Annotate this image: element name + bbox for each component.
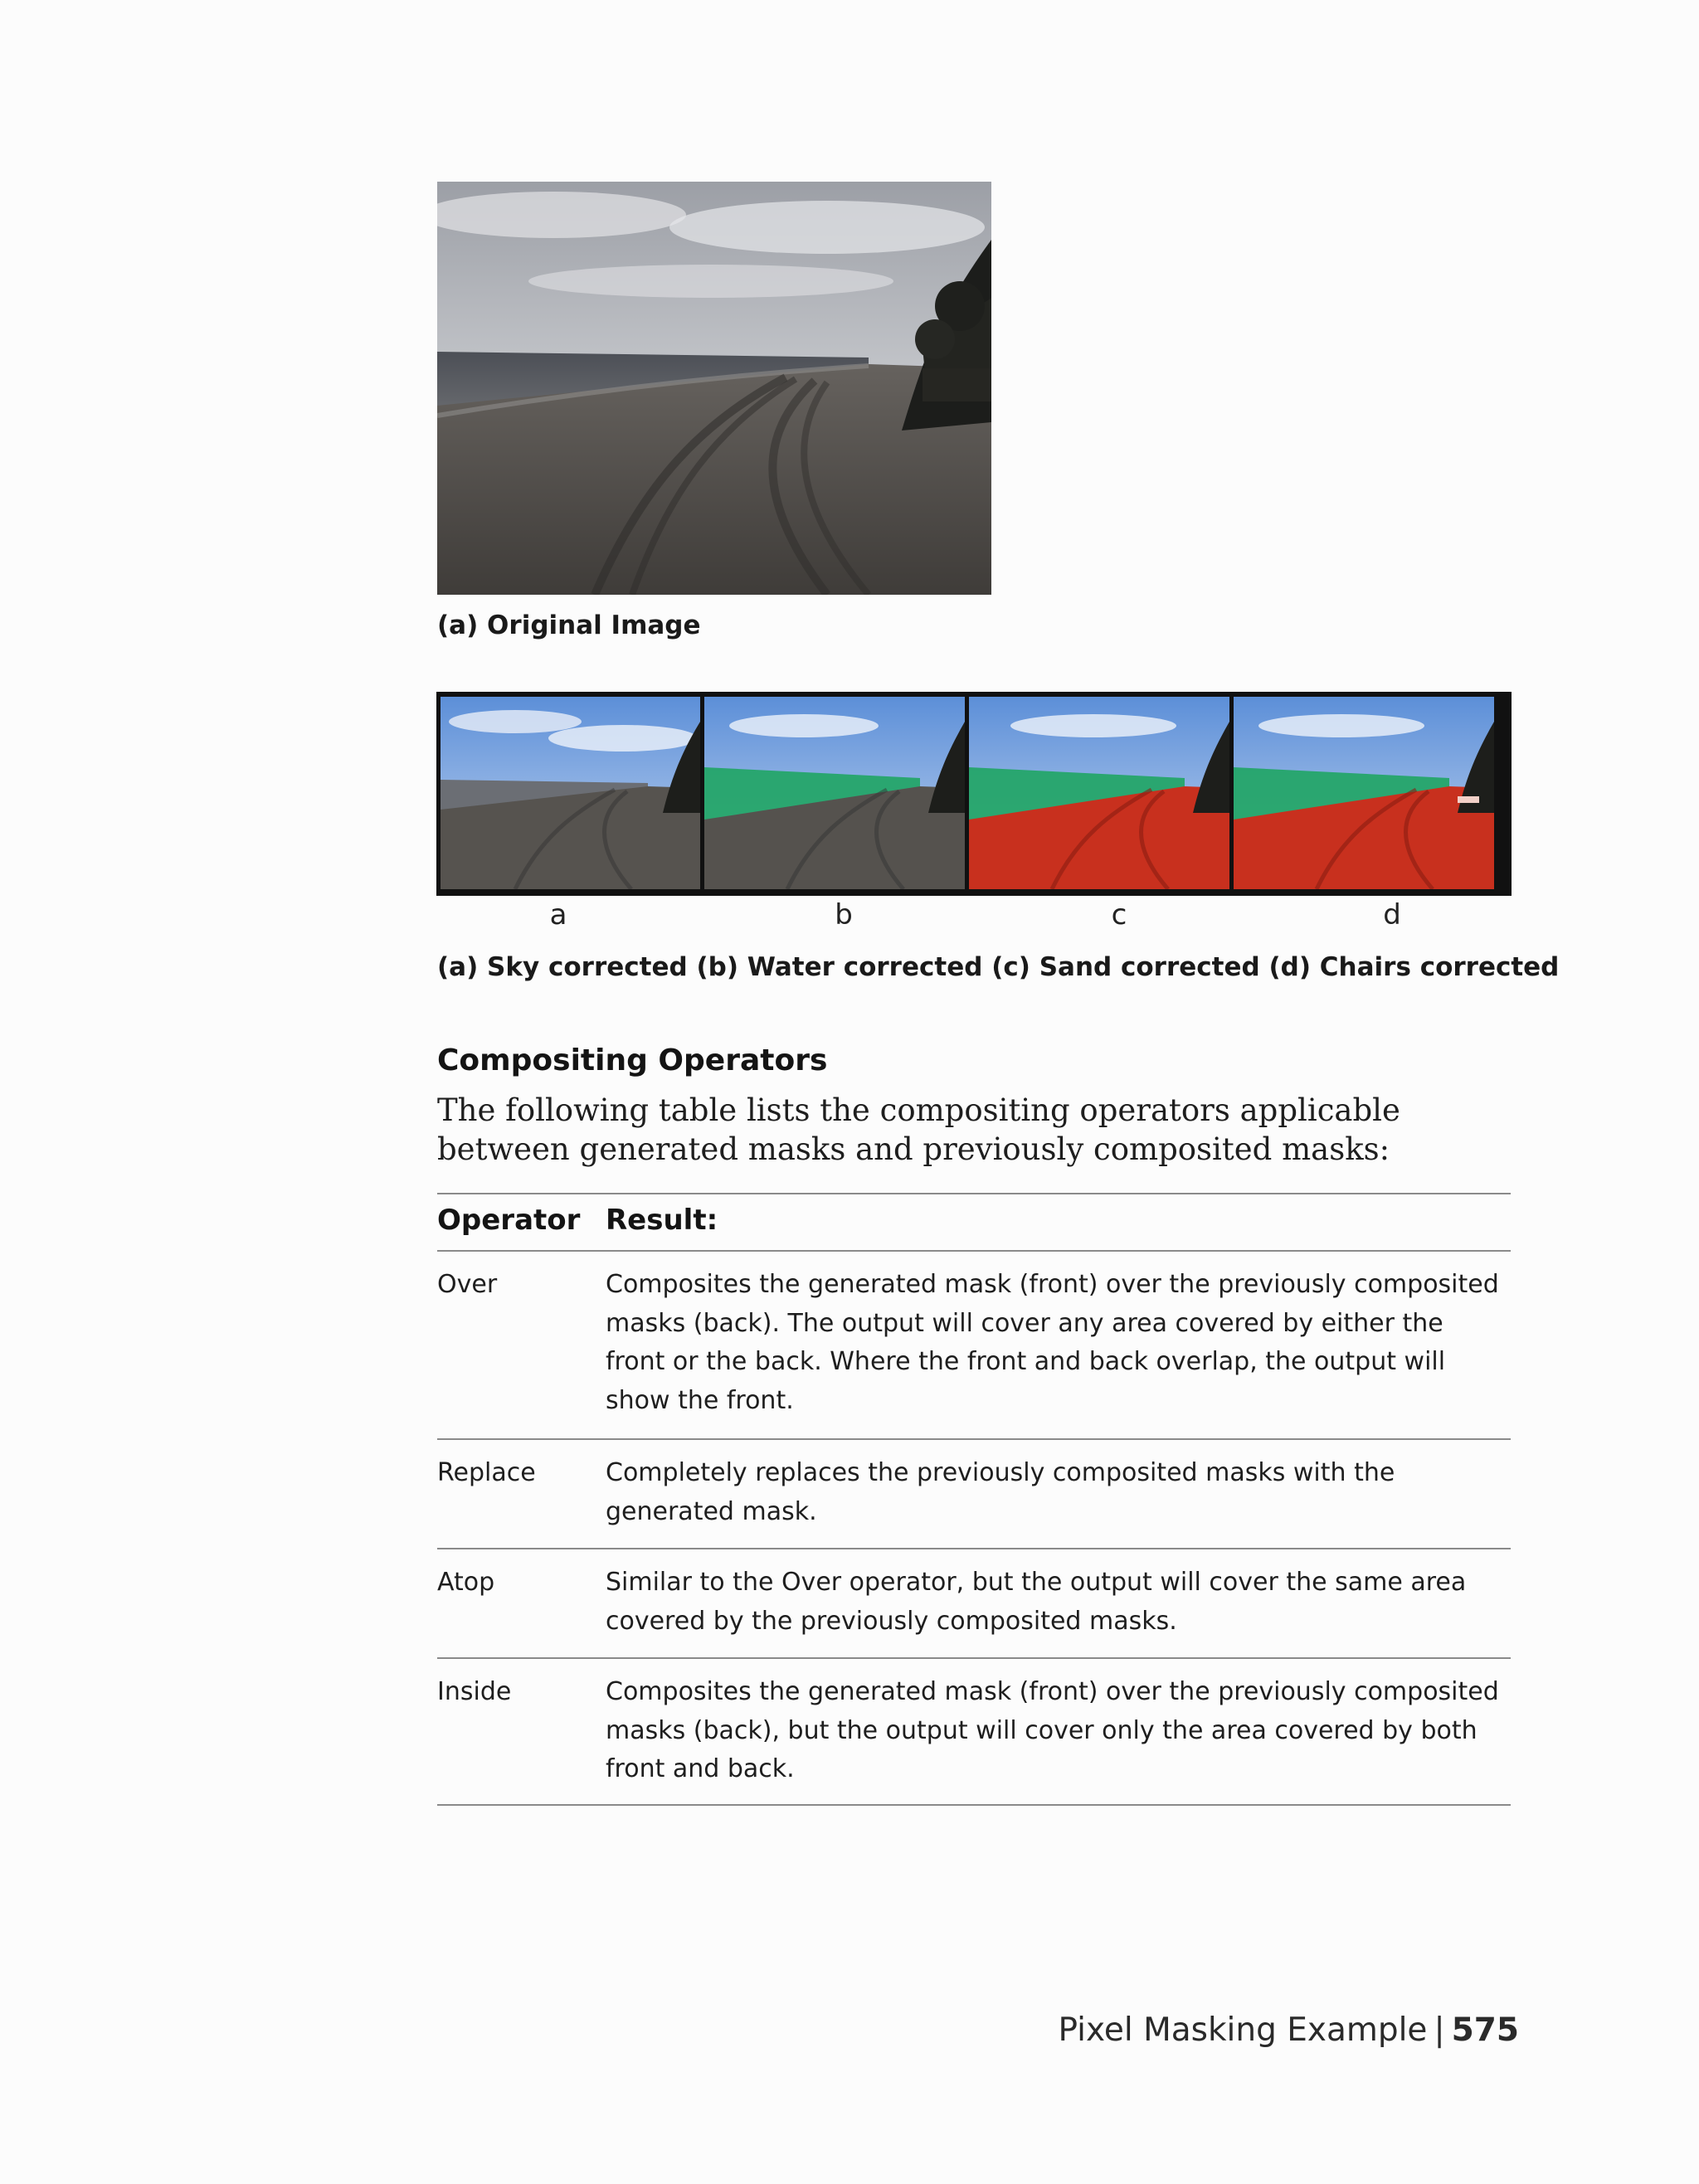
table-row-rule <box>437 1438 1511 1440</box>
footer-section-title: Pixel Masking Example <box>1058 2011 1428 2049</box>
operator-cell: Over <box>437 1270 498 1299</box>
section-intro-paragraph: The following table lists the compositing operators applicable between generated masks and previously composited masks: <box>437 1092 1400 1167</box>
panel-d-image <box>1234 697 1494 889</box>
result-cell: Composites the generated mask (front) over the previously composited masks (back). The output will cover any area covered by either the front or the back. Where the front and back overlap, the output will show the front. <box>606 1270 1499 1415</box>
table-row-rule <box>437 1548 1511 1549</box>
panel-label-d: d <box>1383 898 1401 931</box>
table-row-rule <box>437 1657 1511 1659</box>
panel-label-a: a <box>549 898 567 931</box>
panel-b-image <box>704 697 965 889</box>
page-number: 575 <box>1451 2011 1519 2049</box>
panel-label-c: c <box>1111 898 1127 931</box>
result-cell: Completely replaces the previously composited masks with the generated mask. <box>606 1458 1395 1526</box>
original-beach-image <box>437 182 991 595</box>
panel-c-image <box>969 697 1229 889</box>
page-footer <box>1058 2011 1519 2049</box>
panel-label-b: b <box>835 898 853 931</box>
table-header-result: Result: <box>606 1204 718 1237</box>
result-cell: Composites the generated mask (front) over the previously composited masks (back), but the output will cover only the area covered by both front and back. <box>606 1677 1499 1783</box>
panel-a-image <box>441 697 700 889</box>
table-header-operator: Operator <box>437 1204 581 1237</box>
operator-cell: Atop <box>437 1568 495 1597</box>
operator-cell: Inside <box>437 1677 512 1706</box>
table-top-rule <box>437 1193 1511 1194</box>
result-cell: Similar to the Over operator, but the output will cover the same area covered by the previously composited masks. <box>606 1568 1467 1636</box>
figure-caption-strip: (a) Sky corrected (b) Water corrected (c) Sand corrected (d) Chairs corrected <box>437 952 1560 982</box>
figure-caption-original: (a) Original Image <box>437 610 701 640</box>
table-bottom-rule <box>437 1804 1511 1806</box>
footer-separator: | <box>1434 2011 1445 2049</box>
mask-comparison-strip <box>436 692 1512 896</box>
operator-cell: Replace <box>437 1458 536 1487</box>
table-header-rule <box>437 1250 1511 1252</box>
section-heading: Compositing Operators <box>437 1043 828 1077</box>
